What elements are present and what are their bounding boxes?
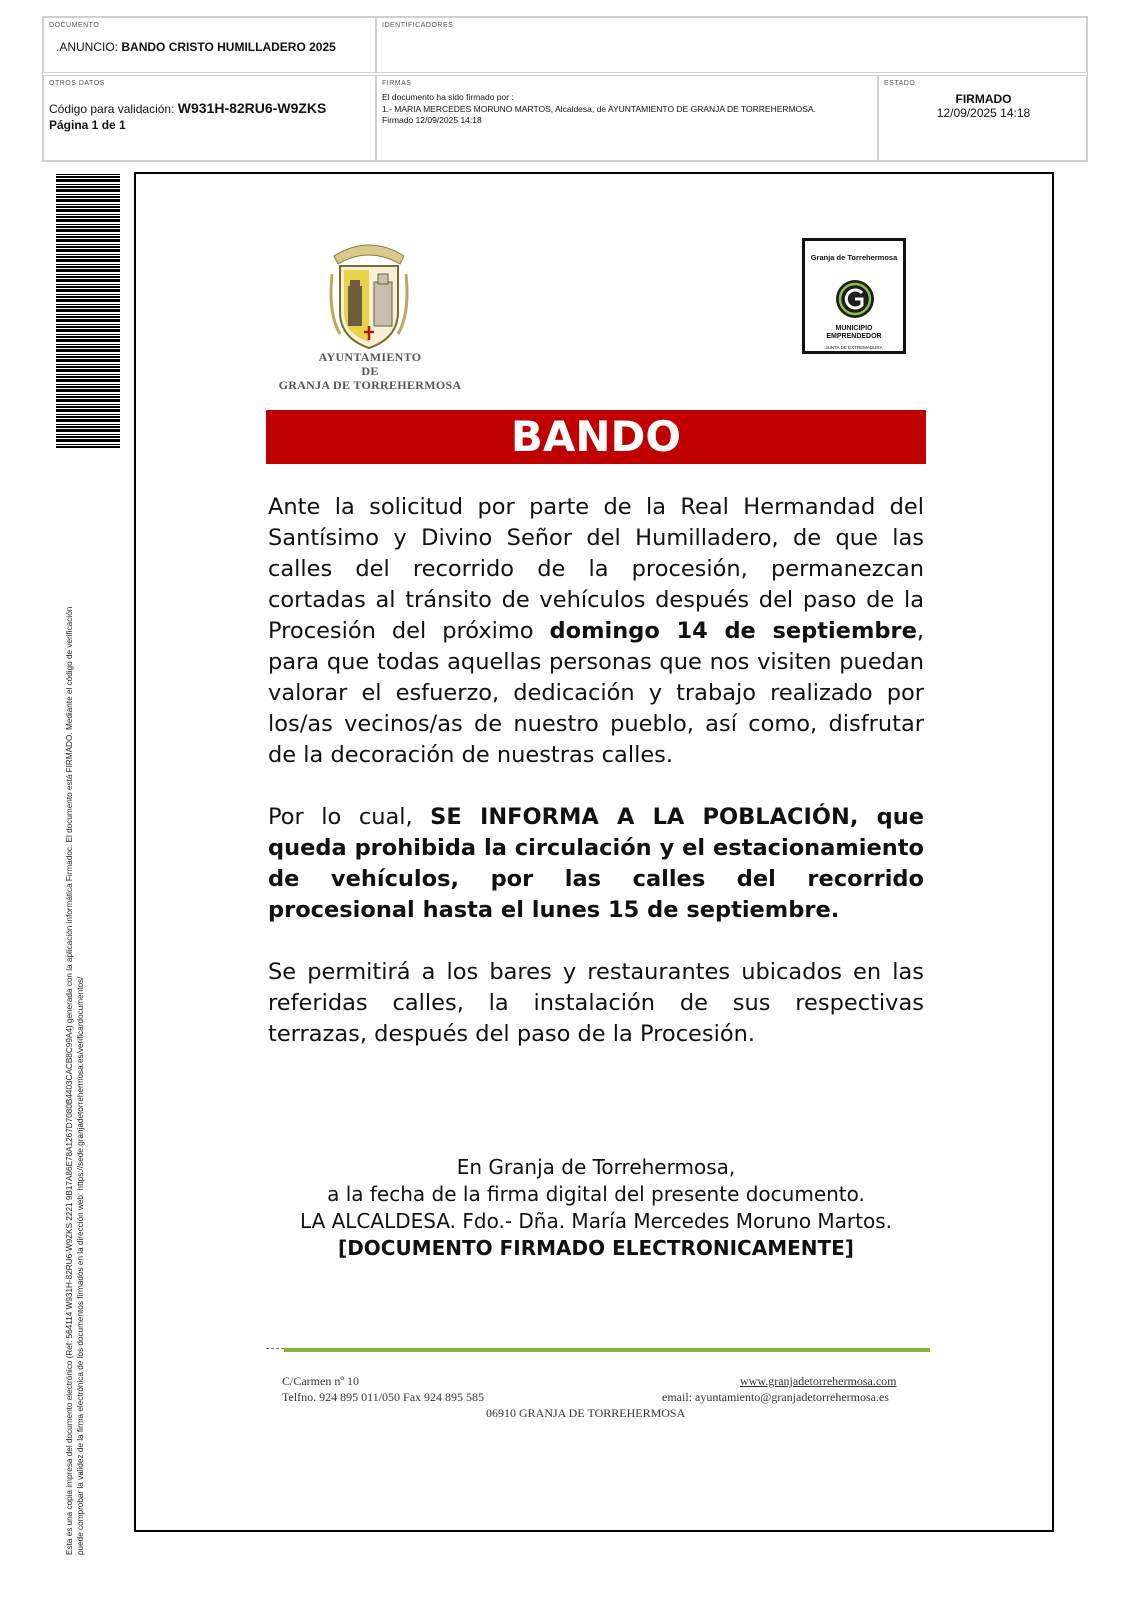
paragraph-text: , para que todas aquellas personas que nos visiten puedan valorar el esfuerzo, dedicación y trabajo realizado por los/as vecinos/as de nuestro pueblo, así como, disfrutar de la decoración de nuestras calles.: [268, 618, 925, 768]
signature-line: En Granja de Torrehermosa,: [456, 1155, 736, 1179]
document-prefix: .ANUNCIO:: [56, 40, 119, 54]
document-page: [134, 172, 1054, 1532]
estado-cell: [878, 75, 1087, 161]
paragraph: [268, 802, 924, 926]
signature-line: LA ALCALDESA. Fdo.- Dña. María Mercedes Moruno Martos.: [299, 1209, 893, 1233]
paragraph-text: Por lo cual,: [268, 804, 431, 830]
paragraph-bold: SE INFORMA A LA POBLACIÓN, que queda prohibida la circulación y el estacionamiento de vehículos, por las calles del recorrido procesional hasta el lunes 15 de septiembre.: [268, 804, 925, 923]
footer-address: C/Carmen nº 10: [282, 1374, 360, 1388]
footer-postal: 06910 GRANJA DE TORREHERMOSA: [486, 1406, 686, 1420]
identificadores-cell: [376, 17, 1087, 73]
badge-junta: JUNTA DE EXTREMADURA: [825, 345, 883, 350]
side-text-line: puede comprobar la validez de la firma electrónica de los documentos firmados en la dirección web: https://sede.granjadetorrehermosa.es/verificardocumentos/: [76, 976, 85, 1555]
signature-block: [236, 1154, 956, 1262]
firmas-line: 1.- MARIA MERCEDES MORUNO MARTOS, Alcaldesa, de AYUNTAMIENTO DE GRANJA DE TORREHERMOSA.: [382, 103, 816, 114]
firmas-line: El documento ha sido firmado por :: [382, 92, 514, 102]
documento-label: DOCUMENTO: [49, 22, 100, 29]
otros-datos-cell: [43, 75, 376, 161]
footer-accent-bar: [284, 1348, 930, 1352]
validation-code[interactable]: W931H-82RU6-W9ZKS: [177, 100, 327, 116]
firmas-info: [382, 92, 816, 127]
estado-date: 12/09/2025 14:18: [936, 106, 1031, 120]
bando-body: [268, 492, 924, 1081]
footer-phone: Telfno. 924 895 011/050 Fax 924 895 585: [282, 1390, 485, 1404]
municipio-emprendedor-badge: [802, 238, 906, 354]
signature-electronic: [DOCUMENTO FIRMADO ELECTRONICAMENTE]: [338, 1236, 854, 1260]
paragraph: [268, 957, 924, 1050]
badge-town: Granja de Torrehermosa: [810, 253, 898, 262]
firmas-cell: [376, 75, 878, 161]
otros-datos-label: OTROS DATOS: [49, 80, 105, 87]
coat-of-arms-icon: [326, 234, 412, 354]
verification-side-text: [64, 445, 86, 1555]
barcode: [56, 173, 120, 448]
crest-line: GRANJA DE TORREHERMOSA: [278, 378, 462, 392]
signature-line: a la fecha de la firma digital del presente documento.: [327, 1182, 865, 1206]
paragraph: [268, 492, 924, 771]
badge-line: MUNICIPIO: [835, 325, 873, 332]
badge-label: [805, 325, 903, 341]
crest-line: AYUNTAMIENTO: [318, 350, 422, 364]
firmas-label: FIRMAS: [382, 80, 412, 87]
side-text-line: Esta es una copia impresa del documento electrónico (Ref: 564114 W931H-82RU6-W9ZKS 2221 9B17A86E78A1267D7080B4403CACB8C99A4) generada con la aplicación informática Firmadoc. El documento está FIRMADO. Mediante el código de verificación: [65, 606, 74, 1555]
paragraph-text: Se permitirá a los bares y restaurantes ubicados en las referidas calles, la instalación de sus respectivas terrazas, después del paso de la Procesión.: [268, 959, 924, 1047]
footer-email[interactable]: email: ayuntamiento@granjadetorrehermosa.es: [662, 1390, 889, 1404]
footer-web-link[interactable]: www.granjadetorrehermosa.com: [740, 1374, 897, 1388]
codigo-label: Código para validación:: [49, 102, 175, 116]
paragraph-bold: domingo 14 de septiembre: [549, 618, 917, 644]
badge-line: EMPRENDEDOR: [826, 333, 882, 340]
emprendedor-logo-icon: [835, 279, 875, 319]
documento-cell: [43, 17, 376, 73]
validation-header: [42, 16, 1088, 162]
document-title: [56, 40, 336, 54]
page-number: Página 1 de 1: [49, 118, 126, 132]
firmas-line: Firmado 12/09/2025 14:18: [382, 115, 482, 125]
validation-info: [49, 100, 326, 133]
estado-value: FIRMADO: [955, 92, 1012, 106]
identificadores-label: IDENTIFICADORES: [382, 22, 454, 29]
estado-info: [879, 92, 1088, 120]
bando-title: BANDO: [266, 410, 926, 464]
crest-caption: [246, 350, 494, 392]
paragraph-text: Ante la solicitud por parte de la Real Hermandad del Santísimo y Divino Señor del Humilladero, de que las calles del recorrido de la procesión, permanezcan cortadas al tránsito de vehículos después del paso de la Procesión del próximo: [268, 494, 924, 644]
document-title-value: BANDO CRISTO HUMILLADERO 2025: [121, 40, 336, 54]
estado-label: ESTADO: [884, 80, 916, 87]
crest-line: DE: [361, 364, 379, 378]
